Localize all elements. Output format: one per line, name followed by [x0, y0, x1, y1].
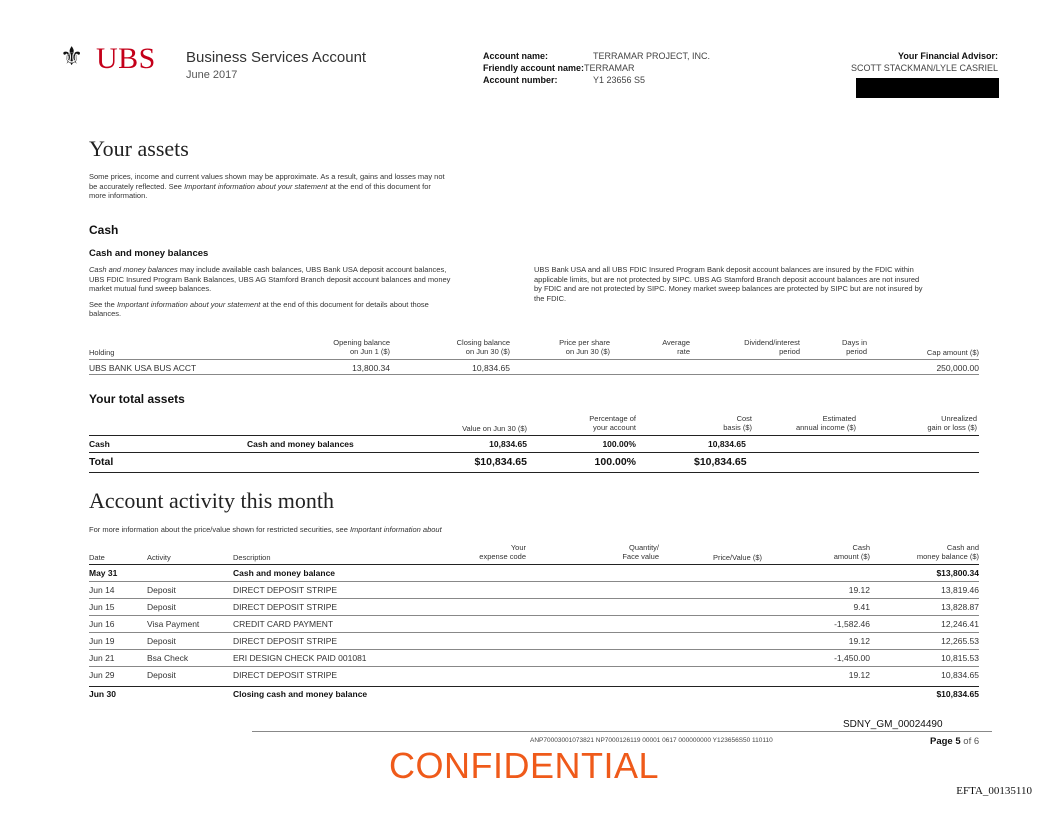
row-activity: Deposit [147, 670, 176, 680]
row-cash-amount: 19.12 [848, 670, 870, 680]
row-date: Jun 19 [89, 636, 115, 646]
page-number: Page 5 of 6 [930, 736, 980, 747]
assets-intro [89, 172, 445, 201]
row-cash-amount: -1,450.00 [834, 653, 870, 663]
row-activity: Bsa Check [147, 653, 189, 663]
col-percentage: Percentage of your account [589, 414, 636, 432]
cash-cost: 10,834.65 [708, 439, 746, 449]
closing-balance: 10,834.65 [472, 363, 510, 373]
account-activity-title: Account activity this month [89, 488, 335, 513]
cash-explanation-line: market mutual fund sweep balances. [89, 284, 212, 293]
fdic-note-line: the FDIC. [534, 293, 567, 303]
row-money-balance: 12,265.53 [941, 636, 979, 646]
cash-label: Cash [89, 439, 110, 449]
account-number-label: Account number: [483, 75, 558, 85]
row-description: DIRECT DEPOSIT STRIPE [233, 636, 338, 646]
cash-explanation-line: UBS FDIC Insured Program Bank Balances, UBS AG Stamford Branch deposit account balances and money [89, 274, 451, 284]
footer-divider [252, 731, 992, 732]
logo-text: UBS [96, 42, 156, 75]
activity-intro: For more information about the price/value shown for restricted securities, see Important information about [89, 525, 442, 534]
divider [89, 472, 979, 473]
row-cash-amount: -1,582.46 [834, 619, 870, 629]
row-date: Jun 16 [89, 619, 115, 629]
row-cash-amount: 9.41 [853, 602, 870, 612]
divider [89, 632, 979, 633]
col-cost: Cost basis ($) [723, 414, 752, 432]
col-date: Date [89, 553, 105, 562]
assets-intro-line: more information. [89, 191, 148, 200]
closing-desc: Closing cash and money balance [233, 689, 368, 699]
your-assets-title: Your assets [89, 136, 189, 161]
financial-advisor [851, 50, 998, 74]
total-assets-heading: Your total assets [89, 392, 185, 406]
opening-desc: Cash and money balance [233, 568, 336, 578]
opening-balance: 13,800.34 [352, 363, 390, 373]
cash-money-balances-heading: Cash and money balances [89, 248, 209, 259]
ubs-keys-icon: ⚜ [60, 42, 84, 72]
confidential-stamp: CONFIDENTIAL [389, 745, 660, 786]
cash-explanation-left [89, 265, 509, 319]
col-est-income: Estimated annual income ($) [795, 414, 856, 432]
cap-amount: 250,000.00 [936, 363, 979, 373]
col-cap: Cap amount ($) [926, 348, 979, 357]
col-div-period: Dividend/interest period [744, 338, 800, 356]
row-description: CREDIT CARD PAYMENT [233, 619, 334, 629]
col-closing: Closing balance on Jun 30 ($) [456, 338, 510, 356]
row-money-balance: 13,819.46 [941, 585, 979, 595]
divider [89, 359, 979, 360]
redaction-bar [856, 78, 999, 98]
row-description: DIRECT DEPOSIT STRIPE [233, 585, 338, 595]
closing-date: Jun 30 [89, 689, 116, 699]
cash-desc: Cash and money balances [247, 439, 354, 449]
advisor-name: SCOTT STACKMAN/LYLE CASRIEL [850, 63, 998, 73]
col-quantity: Quantity/ Face value [622, 543, 659, 561]
col-days: Days in period [841, 338, 867, 356]
row-description: ERI DESIGN CHECK PAID 001081 [233, 653, 367, 663]
closing-balance: $10,834.65 [936, 689, 979, 699]
cash-explanation-line: Cash and money balances may include available cash balances, UBS Bank USA deposit account balances, [89, 265, 447, 274]
col-description: Description [233, 553, 271, 562]
account-info [483, 50, 710, 86]
row-description: DIRECT DEPOSIT STRIPE [233, 670, 338, 680]
col-cash-amount: Cash amount ($) [833, 543, 870, 561]
row-activity: Visa Payment [147, 619, 200, 629]
efta-number: EFTA_00135110 [956, 785, 1032, 797]
divider [89, 452, 979, 453]
fdic-note-line: UBS Bank USA and all UBS FDIC Insured Program Bank deposit account balances are insured by the FDIC within [534, 265, 914, 274]
opening-balance: $13,800.34 [936, 568, 979, 578]
divider [89, 581, 979, 582]
row-date: Jun 14 [89, 585, 115, 595]
col-avg-rate: Average rate [662, 338, 690, 356]
account-number: Y1 23656 S5 [593, 75, 646, 85]
col-activity: Activity [147, 553, 171, 562]
col-holding: Holding [89, 348, 115, 357]
row-money-balance: 10,815.53 [941, 653, 979, 663]
fdic-note-line: by FDIC and are not protected by SIPC. Money market sweep balances are protected by SIPC but are not insured by [534, 284, 923, 293]
row-cash-amount: 19.12 [848, 585, 870, 595]
total-label: Total [89, 456, 114, 468]
total-value: $10,834.65 [474, 456, 527, 468]
row-date: Jun 15 [89, 602, 115, 612]
opening-date: May 31 [89, 568, 118, 578]
divider [89, 686, 979, 687]
row-activity: Deposit [147, 636, 176, 646]
account-name: TERRAMAR PROJECT, INC. [593, 51, 711, 61]
divider [89, 649, 979, 650]
total-pct: 100.00% [594, 456, 636, 468]
total-cost: $10,834.65 [694, 456, 747, 468]
row-money-balance: 13,828.87 [941, 602, 979, 612]
bates-number: SDNY_GM_00024490 [843, 719, 943, 730]
row-money-balance: 10,834.65 [941, 670, 979, 680]
divider [89, 435, 979, 436]
col-price: Price per share on Jun 30 ($) [559, 338, 610, 356]
statement-title: Business Services Account [186, 49, 367, 66]
row-date: Jun 29 [89, 670, 115, 680]
col-price-value: Price/Value ($) [712, 553, 762, 562]
divider [89, 564, 979, 565]
col-value: Value on Jun 30 ($) [462, 424, 527, 433]
divider [89, 615, 979, 616]
advisor-label: Your Financial Advisor: [897, 51, 998, 61]
cash-pct: 100.00% [602, 439, 636, 449]
col-opening: Opening balance on Jun 1 ($) [333, 338, 390, 356]
row-activity: Deposit [147, 585, 176, 595]
row-activity: Deposit [147, 602, 176, 612]
cash-explanation-right [534, 265, 984, 303]
row-money-balance: 12,246.41 [941, 619, 979, 629]
row-description: DIRECT DEPOSIT STRIPE [233, 602, 338, 612]
statement-period: June 2017 [186, 69, 238, 81]
account-name-label: Account name: [483, 51, 549, 61]
row-date: Jun 21 [89, 653, 115, 663]
cash-explanation-line: balances. [89, 309, 122, 318]
friendly-name: TERRAMAR [584, 63, 635, 73]
cash-value: 10,834.65 [489, 439, 527, 449]
divider [89, 374, 979, 375]
friendly-name-label: Friendly account name: [483, 63, 585, 73]
divider [89, 666, 979, 667]
row-cash-amount: 19.12 [848, 636, 870, 646]
col-expense-code: Your expense code [479, 543, 526, 561]
assets-intro-line: be accurately reflected. See Important information about your statement at the end of this document for [89, 181, 431, 191]
col-unrealized: Unrealized gain or loss ($) [927, 414, 977, 432]
holding-name: UBS BANK USA BUS ACCT [89, 363, 197, 373]
ubs-logo [60, 38, 170, 78]
col-money-balance: Cash and money balance ($) [916, 543, 979, 561]
statement-title-block [186, 49, 366, 81]
cash-explanation-line: See the Important information about your statement at the end of this document for details about those [89, 299, 429, 309]
cash-heading: Cash [89, 223, 119, 237]
fdic-note-line: applicable limits, but are not protected by SIPC. UBS AG Stamford Branch deposit account balances are not insured [534, 274, 920, 284]
divider [89, 598, 979, 599]
footer-code: ANP70003001073821 NP7000126119 00001 0617 000000000 Y123656S50 110110 [530, 737, 773, 744]
assets-intro-line: Some prices, income and current values shown may be approximate. As a result, gains and losses may not [89, 172, 445, 181]
